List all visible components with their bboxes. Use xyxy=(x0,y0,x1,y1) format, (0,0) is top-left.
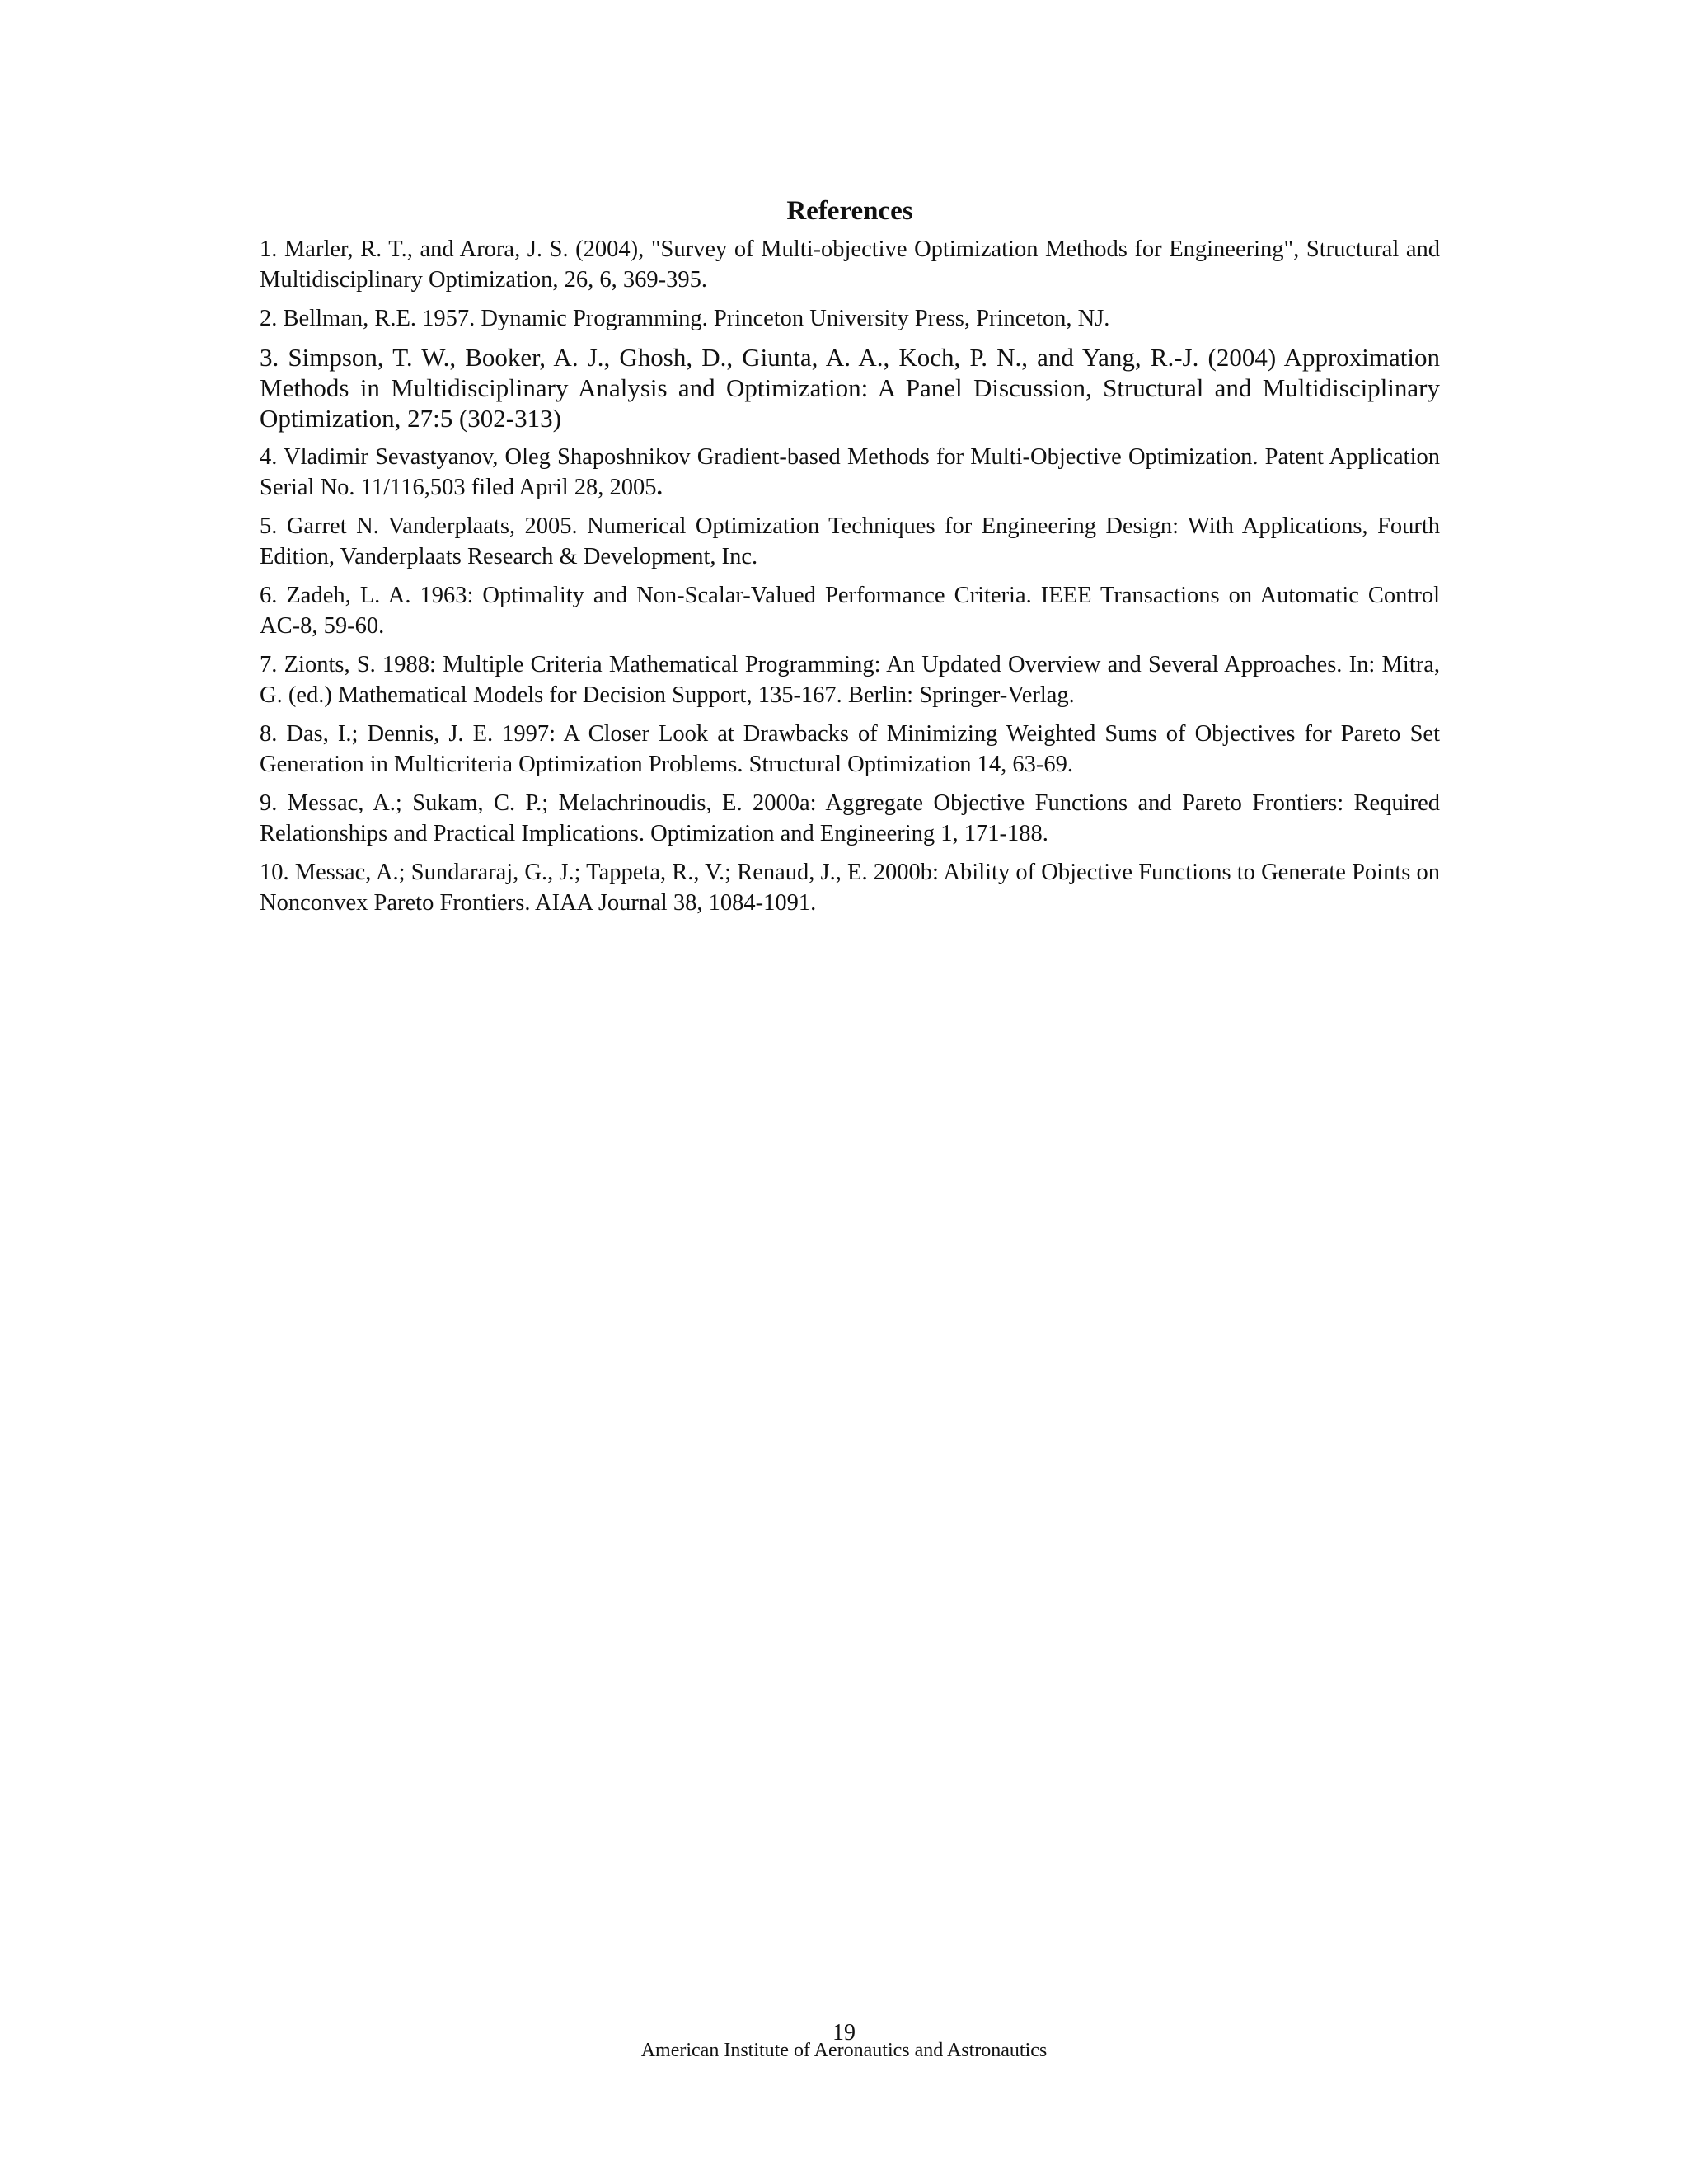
reference-text: 7. Zionts, S. 1988: Multiple Criteria Mathematical Programming: An Updated Overview and Several Approaches. In: Mitra, G. (ed.) Mathematical Models for Decision Support, 135-167. Berlin: Springer-Verlag. xyxy=(260,652,1440,708)
reference-text: 8. Das, I.; Dennis, J. E. 1997: A Closer Look at Drawbacks of Minimizing Weighted Sums of Objectives for Pareto Set Generation in Multicriteria Optimization Problems. Structural Optimization 14, 63-69. xyxy=(260,721,1440,777)
reference-item xyxy=(260,788,1440,849)
reference-item xyxy=(260,719,1440,780)
reference-tail-punctuation: . xyxy=(656,475,663,500)
reference-text: 3. Simpson, T. W., Booker, A. J., Ghosh, D., Giunta, A. A., Koch, P. N., and Yang, R.-J. (2004) Approximation Methods in Multidisciplinary Analysis and Optimization: A Panel Discussion, Structural and Multidisciplinary Optimization, 27:5 (302-313) xyxy=(260,343,1440,433)
page-number: 19 xyxy=(832,2020,856,2046)
section-heading: References xyxy=(786,196,913,226)
reference-text: 2. Bellman, R.E. 1957. Dynamic Programming. Princeton University Press, Princeton, NJ. xyxy=(260,306,1110,331)
reference-item xyxy=(260,857,1440,918)
reference-text: 4. Vladimir Sevastyanov, Oleg Shaposhnikov Gradient-based Methods for Multi-Objective Optimization. Patent Application Serial No. 11/116,503 filed April 28, 2005 xyxy=(260,444,1440,500)
reference-item xyxy=(260,234,1440,295)
references-section xyxy=(260,191,1440,926)
reference-item xyxy=(260,580,1440,641)
reference-list xyxy=(260,234,1440,918)
reference-text: 5. Garret N. Vanderplaats, 2005. Numerical Optimization Techniques for Engineering Design: With Applications, Fourth Edition, Vanderplaats Research & Development, Inc. xyxy=(260,513,1440,569)
reference-text: 10. Messac, A.; Sundararaj, G., J.; Tappeta, R., V.; Renaud, J., E. 2000b: Ability of Objective Functions to Generate Points on Nonconvex Pareto Frontiers. AIAA Journal 38, 1084-1091. xyxy=(260,860,1440,916)
page-footer xyxy=(0,2021,1688,2060)
reference-item xyxy=(260,442,1440,503)
reference-item xyxy=(260,511,1440,572)
reference-item xyxy=(260,649,1440,710)
reference-text: 1. Marler, R. T., and Arora, J. S. (2004), "Survey of Multi-objective Optimization Methods for Engineering", Structural and Multidisciplinary Optimization, 26, 6, 369-395. xyxy=(260,237,1440,293)
reference-text: 9. Messac, A.; Sukam, C. P.; Melachrinoudis, E. 2000a: Aggregate Objective Functions and Pareto Frontiers: Required Relationships and Practical Implications. Optimization and Engineering 1, 171-188. xyxy=(260,790,1440,846)
reference-item xyxy=(260,303,1440,334)
footer-organization: American Institute of Aeronautics and Astronautics xyxy=(640,2040,1048,2061)
reference-text: 6. Zadeh, L. A. 1963: Optimality and Non-Scalar-Valued Performance Criteria. IEEE Transactions on Automatic Control AC-8, 59-60. xyxy=(260,583,1440,639)
reference-item xyxy=(260,342,1440,434)
